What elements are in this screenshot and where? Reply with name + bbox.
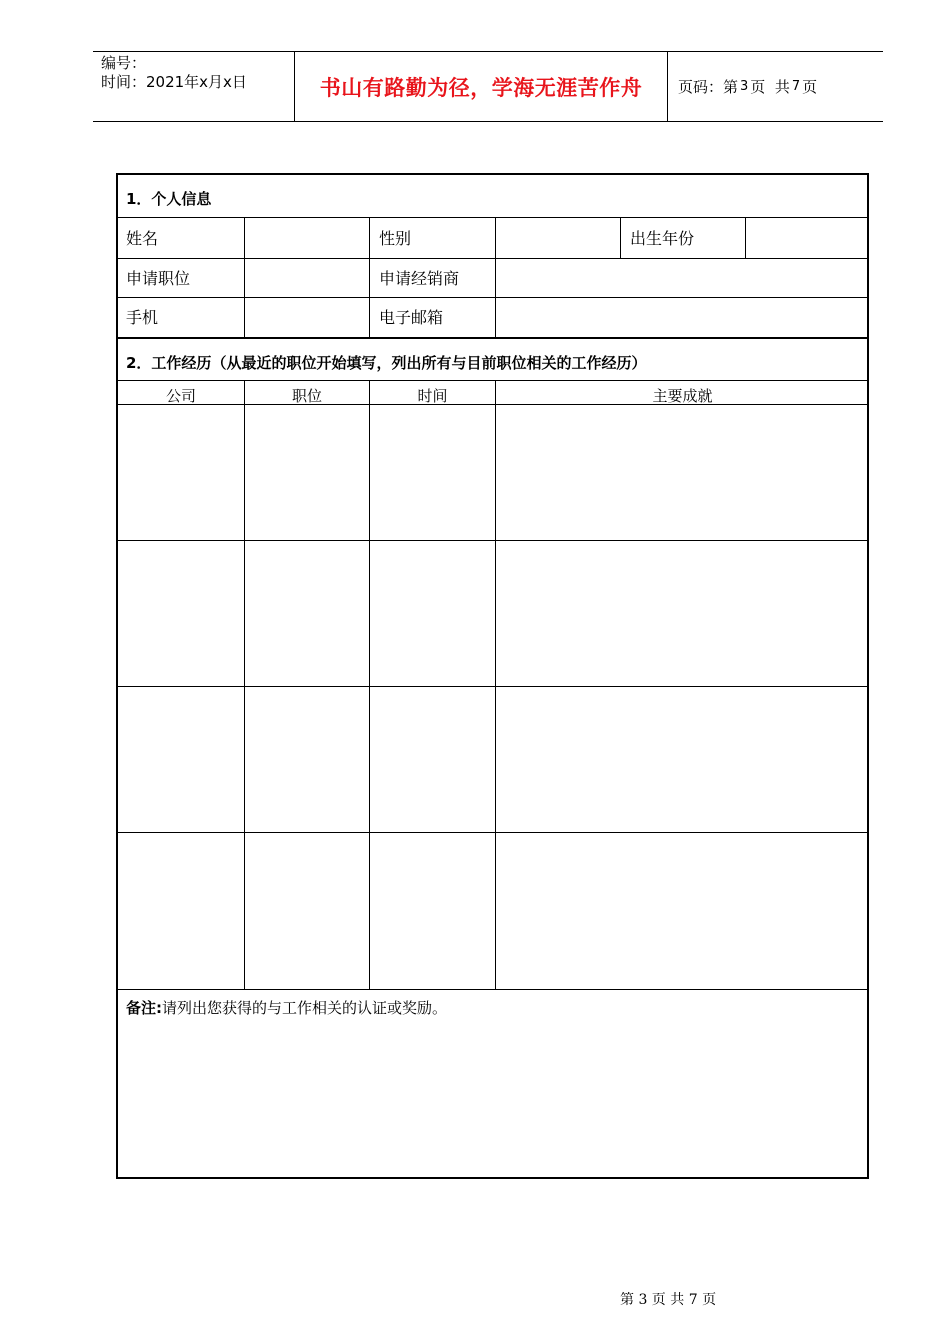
application-form (116, 173, 869, 1179)
col-divider (369, 380, 370, 989)
email-label: 电子邮箱 (379, 308, 444, 327)
header-motto: 书山有路勤为径，学海无涯苦作舟 (319, 75, 643, 100)
row-divider (118, 380, 867, 381)
row-divider (118, 686, 867, 687)
gender-field[interactable] (496, 218, 620, 258)
birth-year-field[interactable] (746, 218, 869, 258)
position-field[interactable] (245, 259, 369, 297)
column-header-achievements: 主要成就 (652, 387, 713, 405)
column-header-time: 时间 (417, 387, 448, 405)
dealer-field[interactable] (496, 259, 869, 297)
name-field[interactable] (245, 218, 369, 258)
name-label: 姓名 (126, 229, 159, 248)
page-mid: 页 共 (750, 78, 790, 96)
page-current: 3 (740, 79, 749, 94)
header-meta (101, 54, 293, 92)
doc-number-label: 编号： (101, 54, 147, 72)
row-divider (118, 337, 867, 339)
position-label: 申请职位 (126, 269, 191, 288)
page-header (93, 51, 883, 122)
row-divider (118, 832, 867, 833)
remarks-text: 请列出您获得的与工作相关的认证或奖励。 (162, 999, 448, 1017)
section-title-work-history: 2．工作经历（从最近的职位开始填写，列出所有与目前职位相关的工作经历） (126, 354, 647, 372)
page-suffix: 页 (802, 78, 818, 96)
email-field[interactable] (496, 298, 869, 337)
remarks (126, 997, 447, 1018)
col-divider (369, 217, 370, 338)
phone-label: 手机 (126, 308, 159, 327)
row-divider (118, 989, 867, 990)
doc-date-label: 时间：2021年x月x日 (101, 73, 247, 91)
row-divider (118, 540, 867, 541)
header-page-indicator (678, 52, 817, 121)
column-header-position: 职位 (291, 387, 322, 405)
page-footer: 第 3 页 共 7 页 (620, 1292, 717, 1308)
col-divider (620, 217, 621, 258)
column-header-company: 公司 (165, 387, 196, 405)
header-divider (667, 52, 668, 121)
remarks-field[interactable] (118, 1021, 869, 1177)
gender-label: 性别 (379, 229, 412, 248)
col-divider (495, 380, 496, 989)
section-title-personal-info: 1．个人信息 (126, 190, 212, 208)
phone-field[interactable] (245, 298, 369, 337)
col-divider (244, 380, 245, 989)
birth-year-label: 出生年份 (630, 229, 695, 248)
page-prefix: 页码：第 (678, 78, 739, 96)
remarks-label: 备注: (126, 999, 162, 1017)
dealer-label: 申请经销商 (379, 269, 460, 288)
page-total: 7 (791, 79, 801, 94)
